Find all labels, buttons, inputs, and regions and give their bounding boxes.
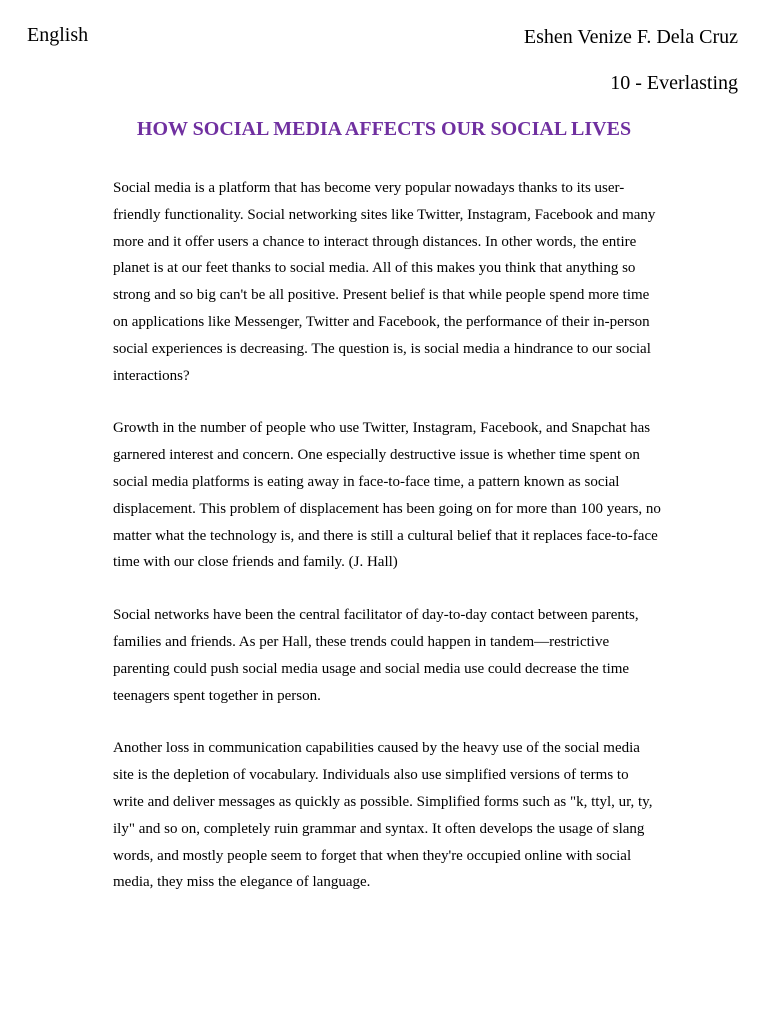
paragraph-2: Growth in the number of people who use Twitter, Instagram, Facebook, and Snapchat has garnered interest and concern. One especially destructive issue is whether time spent on social media platforms is eating away in face-to-face time, a pattern known as social displacement. This problem of displacement has been going on for more than 100 years, no matter what the technology is, and there is still a cultural belief that it replaces face-to-face time with our close friends and family. (J. Hall) xyxy=(113,420,661,571)
class-section: 10 - Everlasting xyxy=(610,72,738,94)
essay-title: HOW SOCIAL MEDIA AFFECTS OUR SOCIAL LIVES xyxy=(136,118,632,140)
essay-body xyxy=(113,175,661,922)
author-name: Eshen Venize F. Dela Cruz xyxy=(523,26,738,48)
paragraph-3: Social networks have been the central facilitator of day-to-day contact between parents, families and friends. As per Hall, these trends could happen in tandem—restrictive parenting could push social media usage and social media use could decrease the time teenagers spent together in person. xyxy=(113,607,639,704)
author-block xyxy=(524,24,738,96)
paragraph-1: Social media is a platform that has become very popular nowadays thanks to its user-friendly functionality. Social networking sites like Twitter, Instagram, Facebook and many more and it offer users a chance to interact through distances. In other words, the entire planet is at our feet thanks to social media. All of this makes you think that anything so strong and so big can't be all positive. Present belief is that while people spend more time on applications like Messenger, Twitter and Facebook, the performance of their in-person social experiences is decreasing. The question is, is social media a hindrance to our social interactions? xyxy=(113,180,656,384)
subject-label: English xyxy=(27,24,89,46)
paragraph-4: Another loss in communication capabilities caused by the heavy use of the social media site is the depletion of vocabulary. Individuals also use simplified versions of terms to write and deliver messages as quickly as possible. Simplified forms such as "k, ttyl, ur, ty, ily" and so on, completely ruin grammar and syntax. It often develops the usage of slang words, and mostly people seem to forget that when they're occupied online with social media, they miss the elegance of language. xyxy=(113,740,653,891)
